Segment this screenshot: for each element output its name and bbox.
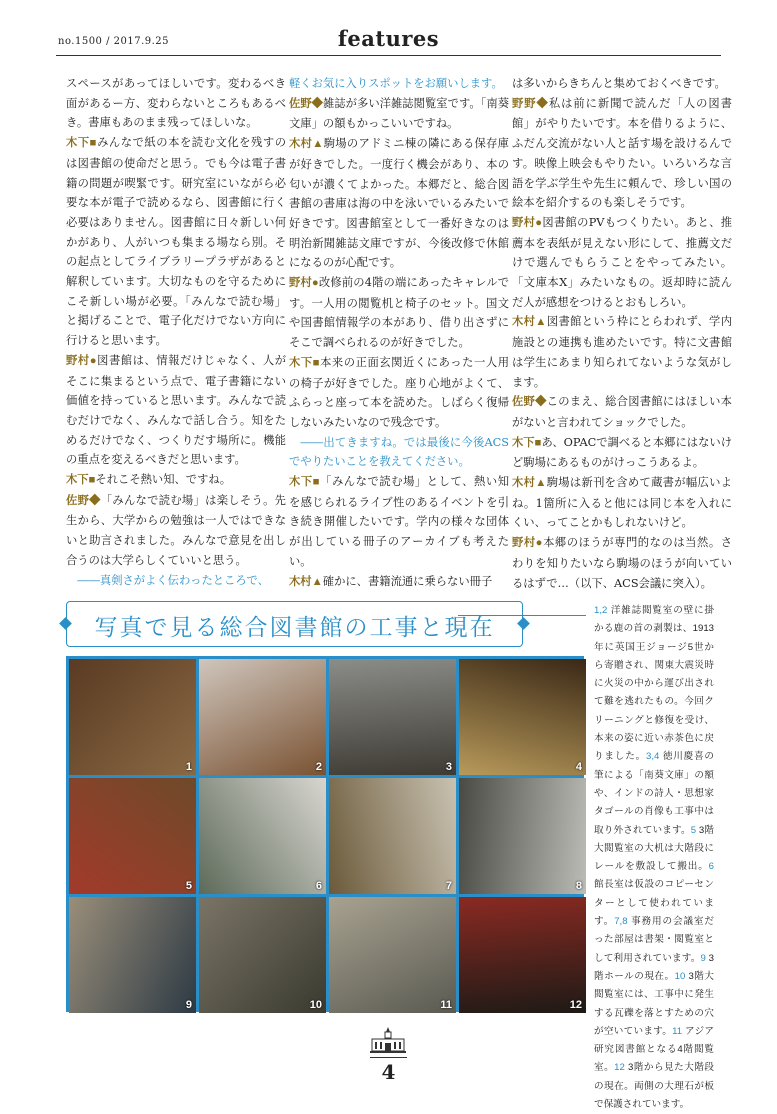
photo-section-banner xyxy=(66,601,523,647)
paragraph xyxy=(512,312,732,392)
paragraph-text: 「みんなで読む場」として、熱い知を感じられるライブ性のあるイベントを引き続き開催したいです。学内の様々な団体が出している冊子のアーカイブも考えたい。 xyxy=(289,475,509,568)
paragraph-text: 図書館のPVもつくりたい。あと、推薦本を表紙が見えない形にして、推薦文だけで選んでもらうことをやってみたい。「文庫本X」みたいなもの。返却時に読んだ人が感想をつけるとおもしろい。 xyxy=(512,215,732,309)
speaker-name: 野村● xyxy=(289,277,319,290)
photo-section-title: 写真で見る総合図書館の工事と現在 xyxy=(94,615,495,641)
caption-text: 3階大閲覧室には、工事中に発生する瓦礫を落とすための穴が空いています。 xyxy=(594,970,714,1037)
paragraph-text: 改修前の4階の端にあったキャレルです。一人用の閲覧机と椅子のセット。国文や国書館情報学の本があり、借り出さずにそこで調べられるのが好きでした。 xyxy=(289,276,510,350)
speaker-name: 野村● xyxy=(66,354,98,367)
paragraph-text: みんなで紙の本を読む文化を残すのは図書館の使命だと思う。でも今は電子書籍の問題が喫緊です。研究室にいながら必要な本が電子で読めるなら、図書館に行く必要はありません。図書館に日々新しい何かがあり、人がいつも集まる場なら別。その起点としてライブラリープラザがあると解釈しています。大切なものを守るためにこそ新しい場が必要。「みんなで読む場」と掲げることで、電子化だけでない方向に行けると思います。 xyxy=(66,136,286,348)
paragraph xyxy=(66,351,286,470)
paragraph-text: 私は前に新聞で読んだ「人の図書館」がやりたいです。本を借りるように、ふだん交流がない人と話す場を設けるんです。映像上映会もやりたい。いろいろな言語を学ぶ学生や先生に頼んで、珍しい国の絵本を紹介するのも楽しそうです。 xyxy=(512,96,732,210)
photo-7 xyxy=(329,778,456,894)
photo-number: 7 xyxy=(445,880,452,892)
speaker-name: 野野◆ xyxy=(512,97,549,110)
caption-photo-number: 5 xyxy=(690,824,697,836)
paragraph xyxy=(66,571,286,591)
article-column-2 xyxy=(289,74,509,592)
speaker-name: 木下■ xyxy=(289,356,321,369)
speaker-name: 野村● xyxy=(512,216,543,229)
speaker-name: 佐野◆ xyxy=(289,97,323,110)
speaker-name: 木村▲ xyxy=(512,477,547,490)
photo-grid xyxy=(66,656,584,1012)
paragraph xyxy=(512,533,732,593)
page-number: 4 xyxy=(381,1060,396,1084)
paragraph xyxy=(512,213,732,313)
interviewer-question: ――出てきますね。では最後に今後ACSでやりたいことを教えてください。 xyxy=(289,435,509,469)
photo-number: 2 xyxy=(315,761,322,773)
caption-text: 事務用の会議室だった部屋は書架・閲覧室として利用されています。 xyxy=(594,916,714,964)
paragraph-text: あ、OPACで調べると本郷にはないけど駒場にあるものがけっこうあるよ。 xyxy=(512,435,732,470)
photo-number: 5 xyxy=(185,880,192,892)
photo-9 xyxy=(69,897,196,1013)
paragraph-text: 「みんなで読む場」は楽しそう。先生から、大学からの勉強は一人ではできないと助言されました。みんなで意見を出し合うのは大学らしくていいと思う。 xyxy=(66,493,286,567)
speaker-name: 野村● xyxy=(512,537,544,550)
caption-photo-number: 7,8 xyxy=(614,916,628,928)
speaker-name: 木村▲ xyxy=(512,316,547,329)
section-title: features xyxy=(337,26,440,51)
article-column-1 xyxy=(66,74,286,590)
caption-photo-number: 9 xyxy=(700,952,706,964)
photo-10 xyxy=(199,897,326,1013)
speaker-name: 木村▲ xyxy=(289,138,324,151)
paragraph xyxy=(289,74,509,94)
paragraph xyxy=(289,433,509,472)
paragraph xyxy=(512,74,732,94)
banner-rule xyxy=(458,615,586,616)
paragraph xyxy=(66,470,286,491)
paragraph xyxy=(289,134,509,273)
interviewer-question: 軽くお気に入りスポットをお願いします。 xyxy=(289,77,503,90)
photo-number: 1 xyxy=(185,761,192,773)
speaker-name: 木下■ xyxy=(512,436,542,449)
header-rule xyxy=(56,55,721,56)
caption-photo-number: 6 xyxy=(708,861,714,873)
paragraph-text: 本郷のほうが専門的なのは当然。さわりを知りたいなら駒場のほうが向いているはずで…（以下、ACS会議に突入）。 xyxy=(512,536,732,590)
paragraph-text: スペースがあってほしいです。変わるべき面があるー方、変わらないところもあるべき。書庫もあのまま残ってほしいな。 xyxy=(66,77,286,130)
paragraph xyxy=(512,433,732,473)
caption-text: 3階大閲覧室の大机は大階段にレールを敷設して搬出。 xyxy=(594,824,714,873)
photo-number: 4 xyxy=(575,761,582,773)
photo-3 xyxy=(329,659,456,775)
paragraph xyxy=(289,273,509,353)
photo-number: 9 xyxy=(185,999,192,1011)
photo-2 xyxy=(199,659,326,775)
caption-photo-number: 12 xyxy=(614,1062,625,1074)
article-column-3 xyxy=(512,74,732,593)
paragraph-text: 本来の正面玄関近くにあった一人用の椅子が好きでした。座り心地がよくて、ふらっと座って本を読めた。しばらく復帰しないみたいなので残念です。 xyxy=(289,355,509,429)
paragraph-text: 駒場のアドミニ棟の隣にある保存庫が好きでした。一度行く機会があり、本の匂いが濃くてよかった。本郷だと、総合図書館の書庫は海の中を泳いでいるみたいで好きです。図書館室として一番好きなのは明治新聞雑誌文庫ですが、今後改修で休館になるのが心配です。 xyxy=(289,137,509,270)
photo-5 xyxy=(69,778,196,894)
paragraph-text: 雑誌が多い洋雑誌閲覧室です。「南葵文庫」の額もかっこいいですね。 xyxy=(289,96,509,131)
photo-number: 11 xyxy=(440,999,452,1011)
caption-text: 3階から見た大階段の現在。両側の大理石が板で保護されています。 xyxy=(594,1062,714,1111)
footer-rule xyxy=(370,1057,407,1058)
caption-photo-number: 3,4 xyxy=(646,751,660,763)
photo-11 xyxy=(329,897,456,1013)
caption-photo-number: 10 xyxy=(674,970,686,982)
caption-text: 洋雑誌閲覧室の壁に掛かる鹿の首の剥製は、1913年に英国王ジョージ5世から寄贈され、関東大震災時に火災の中から運び出されて難を逃れたもの。今回クリーニングと修復を受け、本来の姿に近い赤茶色に戻りました。 xyxy=(594,605,714,763)
speaker-name: 佐野◆ xyxy=(512,396,547,409)
photo-number: 6 xyxy=(315,880,322,892)
paragraph xyxy=(512,473,732,533)
photo-number: 12 xyxy=(569,999,582,1011)
speaker-name: 木下■ xyxy=(289,476,321,489)
speaker-name: 木村▲ xyxy=(289,575,323,588)
photo-number: 8 xyxy=(575,880,582,892)
paragraph-text: は多いからきちんと集めておくべきです。 xyxy=(512,77,726,90)
photo-8 xyxy=(459,778,586,894)
speaker-name: 佐野◆ xyxy=(66,494,101,507)
caption-text: 徳川慶喜の筆による「南葵文庫」の額や、インドの詩人・思想家タゴールの肖像も工事中は取り外されています。 xyxy=(594,751,715,836)
caption-photo-number: 1,2 xyxy=(594,605,608,616)
paragraph xyxy=(512,392,732,432)
paragraph xyxy=(289,94,509,134)
photo-4 xyxy=(459,659,586,775)
caption-text: アジア研究図書館となる4階閲覧室。 xyxy=(594,1025,714,1074)
paragraph-text: 図書館という枠にとらわれず、学内施設との連携も進めたいです。特に文書館は学生にあまり知られてないような気がします。 xyxy=(512,315,732,389)
paragraph-text: それこそ熱い知、ですね。 xyxy=(95,473,231,487)
paragraph xyxy=(289,353,509,433)
photo-1 xyxy=(69,659,196,775)
paragraph-text: 確かに、書籍流通に乗らない冊子 xyxy=(322,574,493,588)
paragraph xyxy=(66,491,286,571)
library-logo xyxy=(368,1025,408,1061)
photo-number: 10 xyxy=(309,999,322,1011)
caption-photo-number: 11 xyxy=(672,1025,683,1037)
paragraph-text: 図書館は、情報だけじゃなく、人がそこに集まるという点で、電子書籍にない価値を持っていると思います。みんなで読むだけでなく、みんなで話し合う。知をためるだけでなく、つくりだす場所に。機能の重点を変えるべきだと思います。 xyxy=(66,353,286,467)
paragraph xyxy=(66,74,286,133)
photo-number: 3 xyxy=(445,761,452,773)
paragraph xyxy=(66,133,286,351)
caption-text: 3階ホールの現在。 xyxy=(594,952,714,982)
paragraph xyxy=(289,572,509,593)
photo-12 xyxy=(459,897,586,1013)
paragraph xyxy=(289,472,509,572)
interviewer-question: ――真剣さがよく伝わったところで、 xyxy=(66,573,269,587)
caption-text: 館長室は仮設のコピーセンターとして使われています。 xyxy=(594,879,714,928)
photo-captions xyxy=(594,602,714,1114)
issue-number: no.1500 / 2017.9.25 xyxy=(58,36,170,47)
paragraph-text: 駒場は新刊を含めて蔵書が幅広いよね。1箇所に入ると他には同じ本を入れにくい、ってことかもしれないけど。 xyxy=(512,476,732,530)
paragraph xyxy=(512,94,732,213)
paragraph-text: このまえ、総合図書館にはほしい本がないと言われてショックでした。 xyxy=(512,395,732,429)
speaker-name: 木下■ xyxy=(66,474,96,487)
speaker-name: 木下■ xyxy=(66,137,98,150)
photo-6 xyxy=(199,778,326,894)
